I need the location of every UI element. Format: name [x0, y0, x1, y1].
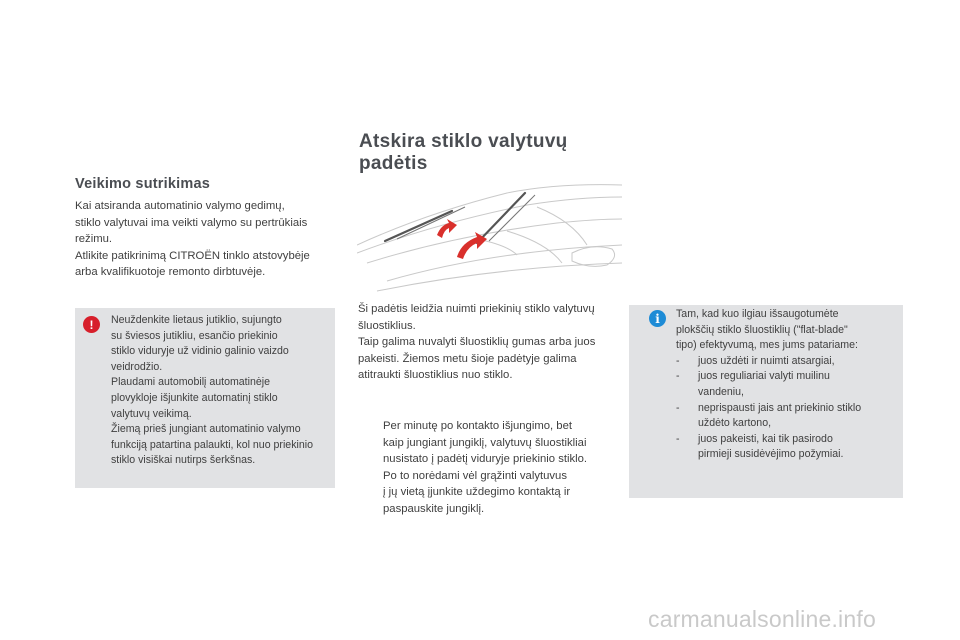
warning-icon: !	[83, 316, 100, 333]
procedure-step	[359, 418, 587, 468]
info-note-text	[676, 307, 861, 463]
procedure-steps	[359, 418, 587, 518]
text-line: Žiemą prieš jungiant automatinio valymo	[111, 423, 301, 436]
text-line: plokščių stiklo šluostiklių ("flat-blade"	[676, 323, 848, 336]
step-marker	[359, 418, 383, 468]
list-dash: -	[676, 354, 680, 367]
list-item	[676, 401, 861, 432]
text-line: veidrodžio.	[111, 360, 163, 373]
text-line: valytuvų veikimą.	[111, 407, 192, 420]
text-line: paspauskite jungiklį.	[383, 502, 485, 515]
info-icon: i	[649, 310, 666, 327]
wiper-position-paragraph	[358, 301, 595, 384]
text-line: Ši padėtis leidžia nuimti priekinių stiklo valytuvų	[358, 303, 595, 315]
text-line: Neuždenkite lietaus jutiklio, sujungto	[111, 314, 282, 326]
text-line: į jų vietą įjunkite uždegimo kontaktą ir	[383, 486, 571, 499]
text-line: pirmieji susidėvėjimo požymiai.	[698, 448, 844, 461]
windscreen-wiper-illustration	[357, 183, 622, 293]
text-line: režimu.	[75, 233, 113, 245]
warning-note-text	[111, 313, 313, 469]
list-dash: -	[676, 432, 680, 445]
watermark: carmanualsonline.info	[648, 606, 876, 632]
text-line: Per minutę po kontakto išjungimo, bet	[383, 420, 573, 432]
list-dash: -	[676, 370, 680, 383]
text-line: Plaudami automobilį automatinėje	[111, 376, 270, 389]
text-line: su šviesos jutikliu, esančio priekinio	[111, 329, 278, 342]
text-line: juos reguliariai valyti muilinu	[698, 370, 830, 383]
title-line: padėtis	[359, 153, 428, 174]
text-line: tipo) efektyvumą, mes jums patariame:	[676, 339, 858, 352]
procedure-step	[359, 468, 587, 518]
list-item	[676, 369, 861, 400]
text-line: kaip jungiant jungiklį, valytuvų šluostikliai	[383, 436, 587, 449]
step-marker	[359, 468, 383, 518]
list-dash: -	[676, 401, 680, 414]
text-line: stiklo valytuvai ima veikti valymo su pertrūkiais	[75, 216, 308, 229]
title-line: Atskira stiklo valytuvų	[359, 131, 568, 152]
text-line: juos uždėti ir nuimti atsargiai,	[698, 354, 835, 367]
text-line: Tam, kad kuo ilgiau išsaugotumėte	[676, 308, 839, 320]
text-line: Kai atsiranda automatinio valymo gedimų,	[75, 200, 285, 212]
text-line: funkciją patartina palaukti, kol nuo priekinio	[111, 438, 313, 451]
text-line: Taip galima nuvalyti šluostiklių gumas arba juos	[358, 336, 596, 348]
text-line: stiklo visiškai nutirps šerkšnas.	[111, 454, 256, 467]
text-line: šluostiklius.	[358, 319, 416, 332]
text-line: vandeniu,	[698, 385, 744, 398]
text-line: arba kvalifikuotoje remonto dirbtuvėje.	[75, 266, 266, 278]
text-line: nusistato į padėtį viduryje priekinio stiklo.	[383, 453, 588, 466]
section-title-wiper-position	[359, 131, 629, 175]
text-line: neprispausti jais ant priekinio stiklo	[698, 401, 862, 414]
text-line: uždėto kartono,	[698, 417, 772, 430]
section-title-malfunction: Veikimo sutrikimas	[75, 176, 210, 192]
malfunction-paragraph	[75, 198, 310, 281]
text-line: stiklo viduryje už vidinio galinio vaizdo	[111, 345, 289, 358]
text-line: plovykloje išjunkite automatinį stiklo	[111, 391, 278, 404]
text-line: Po to norėdami vėl grąžinti valytuvus	[383, 469, 567, 482]
list-item	[676, 354, 861, 370]
text-line: Atlikite patikrinimą CITROËN tinklo atstovybėje	[75, 249, 310, 262]
text-line: pakeisti. Žiemos metu šioje padėtyje galima	[358, 352, 577, 365]
text-line: juos pakeisti, kai tik pasirodo	[698, 432, 833, 445]
list-item	[676, 432, 861, 463]
text-line: atitraukti šluostiklius nuo stiklo.	[358, 369, 513, 381]
